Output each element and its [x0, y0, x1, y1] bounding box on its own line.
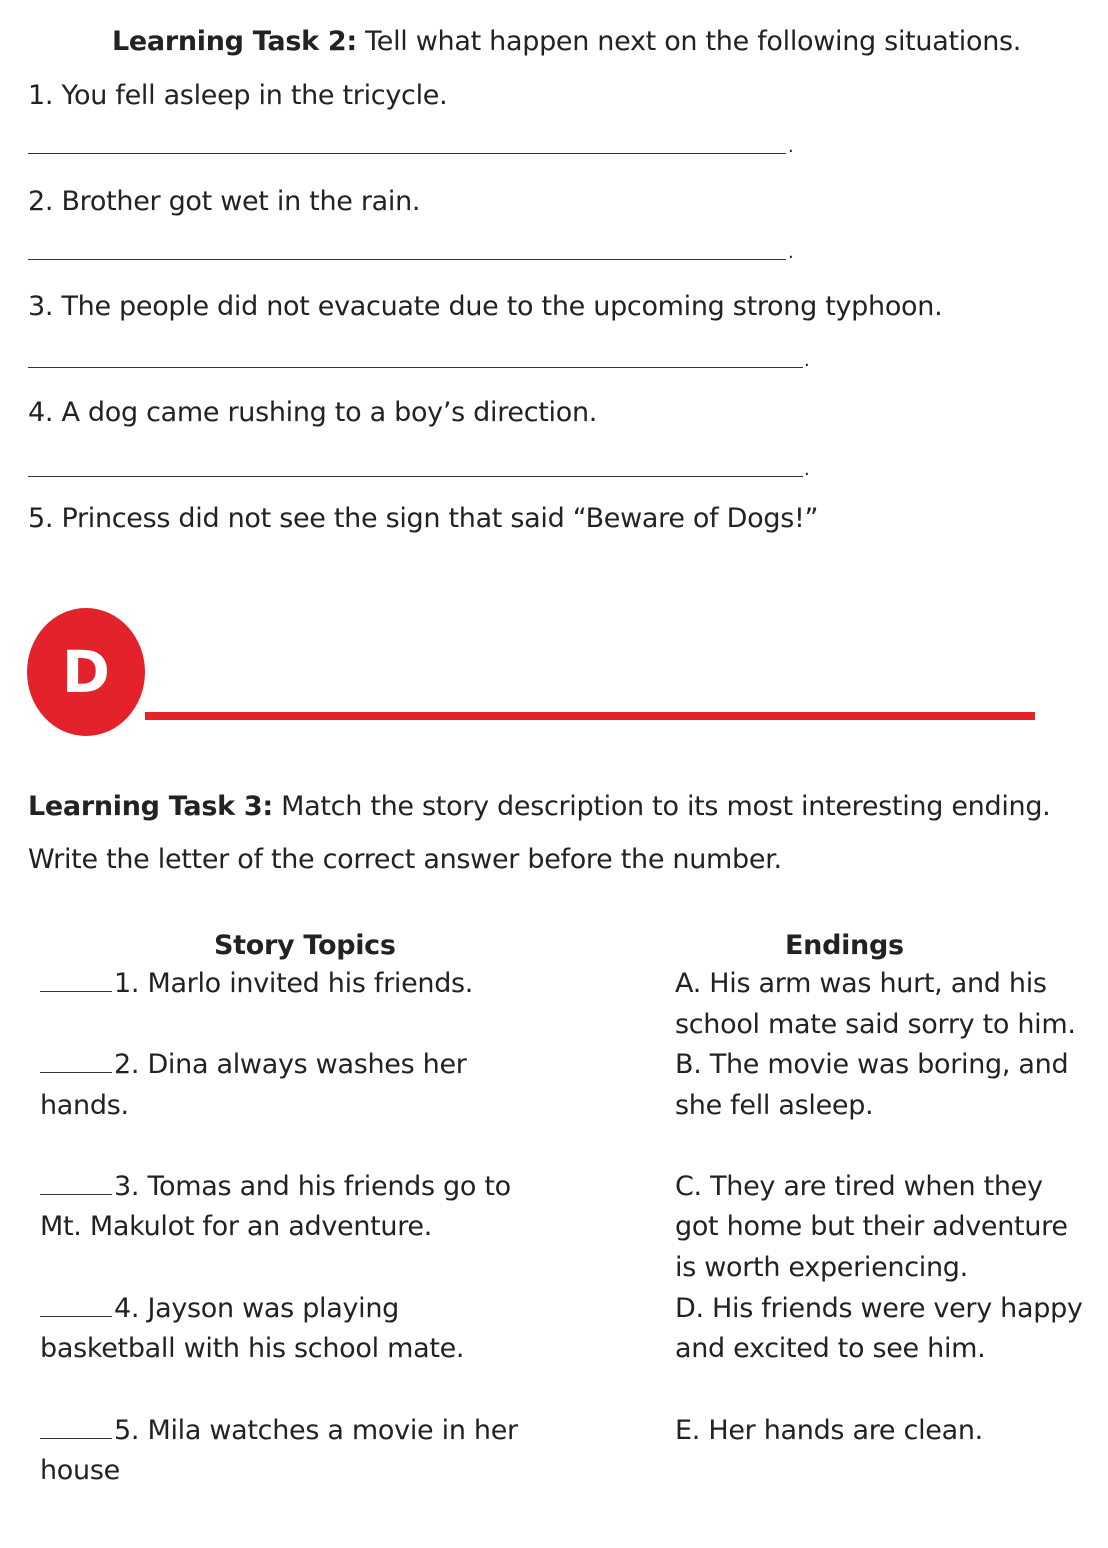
- task2-label: Learning Task 2:: [112, 26, 357, 57]
- topic-5: [40, 1415, 518, 1446]
- topic-3: [40, 1171, 511, 1202]
- answer-line-1-end: .: [788, 136, 794, 157]
- topic-3-line-2: Mt. Makulot for an adventure.: [40, 1211, 433, 1242]
- answer-line-2-end: .: [788, 242, 794, 263]
- topic-4-line-2: basketball with his school mate.: [40, 1333, 465, 1364]
- topic-1: [40, 968, 473, 999]
- answer-line-4-end: .: [804, 459, 810, 480]
- task3-instruction-2: Write the letter of the correct answer before the number.: [28, 844, 782, 875]
- topic-3-line-1: 3. Tomas and his friends go to: [114, 1171, 511, 1202]
- task2-instruction: Tell what happen next on the following situations.: [365, 26, 1022, 57]
- task2-item-5: 5. Princess did not see the sign that said “Beware of Dogs!”: [28, 503, 819, 534]
- ending-a-line-2: school mate said sorry to him.: [675, 1009, 1076, 1040]
- ending-c-line-3: is worth experiencing.: [675, 1252, 968, 1283]
- ending-c-line-2: got home but their adventure: [675, 1211, 1068, 1242]
- endings-header: Endings: [785, 930, 904, 961]
- answer-line-2[interactable]: [28, 259, 786, 260]
- answer-blank-5[interactable]: [40, 1438, 112, 1439]
- topic-2-line-2: hands.: [40, 1090, 129, 1121]
- topic-2-line-1: 2. Dina always washes her: [114, 1049, 467, 1080]
- ending-a-line-1: A. His arm was hurt, and his: [675, 968, 1047, 999]
- topic-4-line-1: 4. Jayson was playing: [114, 1293, 400, 1324]
- answer-blank-1[interactable]: [40, 991, 112, 992]
- ending-c-line-1: C. They are tired when they: [675, 1171, 1043, 1202]
- ending-d-line-2: and excited to see him.: [675, 1333, 986, 1364]
- task3-label: Learning Task 3:: [28, 791, 273, 822]
- task2-item-2: 2. Brother got wet in the rain.: [28, 186, 421, 217]
- ending-d-line-1: D. His friends were very happy: [675, 1293, 1083, 1324]
- task2-item-4: 4. A dog came rushing to a boy’s direction.: [28, 397, 598, 428]
- ending-b-line-1: B. The movie was boring, and: [675, 1049, 1069, 1080]
- task2-heading: [112, 26, 1021, 57]
- answer-blank-3[interactable]: [40, 1194, 112, 1195]
- answer-blank-2[interactable]: [40, 1072, 112, 1073]
- answer-line-3[interactable]: [28, 367, 803, 368]
- ending-b-line-2: she fell asleep.: [675, 1090, 874, 1121]
- topic-2: [40, 1049, 467, 1080]
- topic-4: [40, 1293, 399, 1324]
- section-d-badge: D: [27, 608, 145, 736]
- answer-line-4[interactable]: [28, 476, 803, 477]
- answer-line-3-end: .: [804, 350, 810, 371]
- story-topics-header: Story Topics: [214, 930, 396, 961]
- task2-item-3: 3. The people did not evacuate due to the upcoming strong typhoon.: [28, 291, 943, 322]
- task3-heading: [28, 791, 1050, 822]
- answer-blank-4[interactable]: [40, 1316, 112, 1317]
- ending-e-line-1: E. Her hands are clean.: [675, 1415, 983, 1446]
- task3-instruction: Match the story description to its most interesting ending.: [281, 791, 1051, 822]
- answer-line-1[interactable]: [28, 153, 786, 154]
- topic-5-line-2: house: [40, 1455, 120, 1486]
- topic-1-line-1: 1. Marlo invited his friends.: [114, 968, 474, 999]
- topic-5-line-1: 5. Mila watches a movie in her: [114, 1415, 518, 1446]
- section-divider: [145, 712, 1035, 720]
- task2-item-1: 1. You fell asleep in the tricycle.: [28, 80, 448, 111]
